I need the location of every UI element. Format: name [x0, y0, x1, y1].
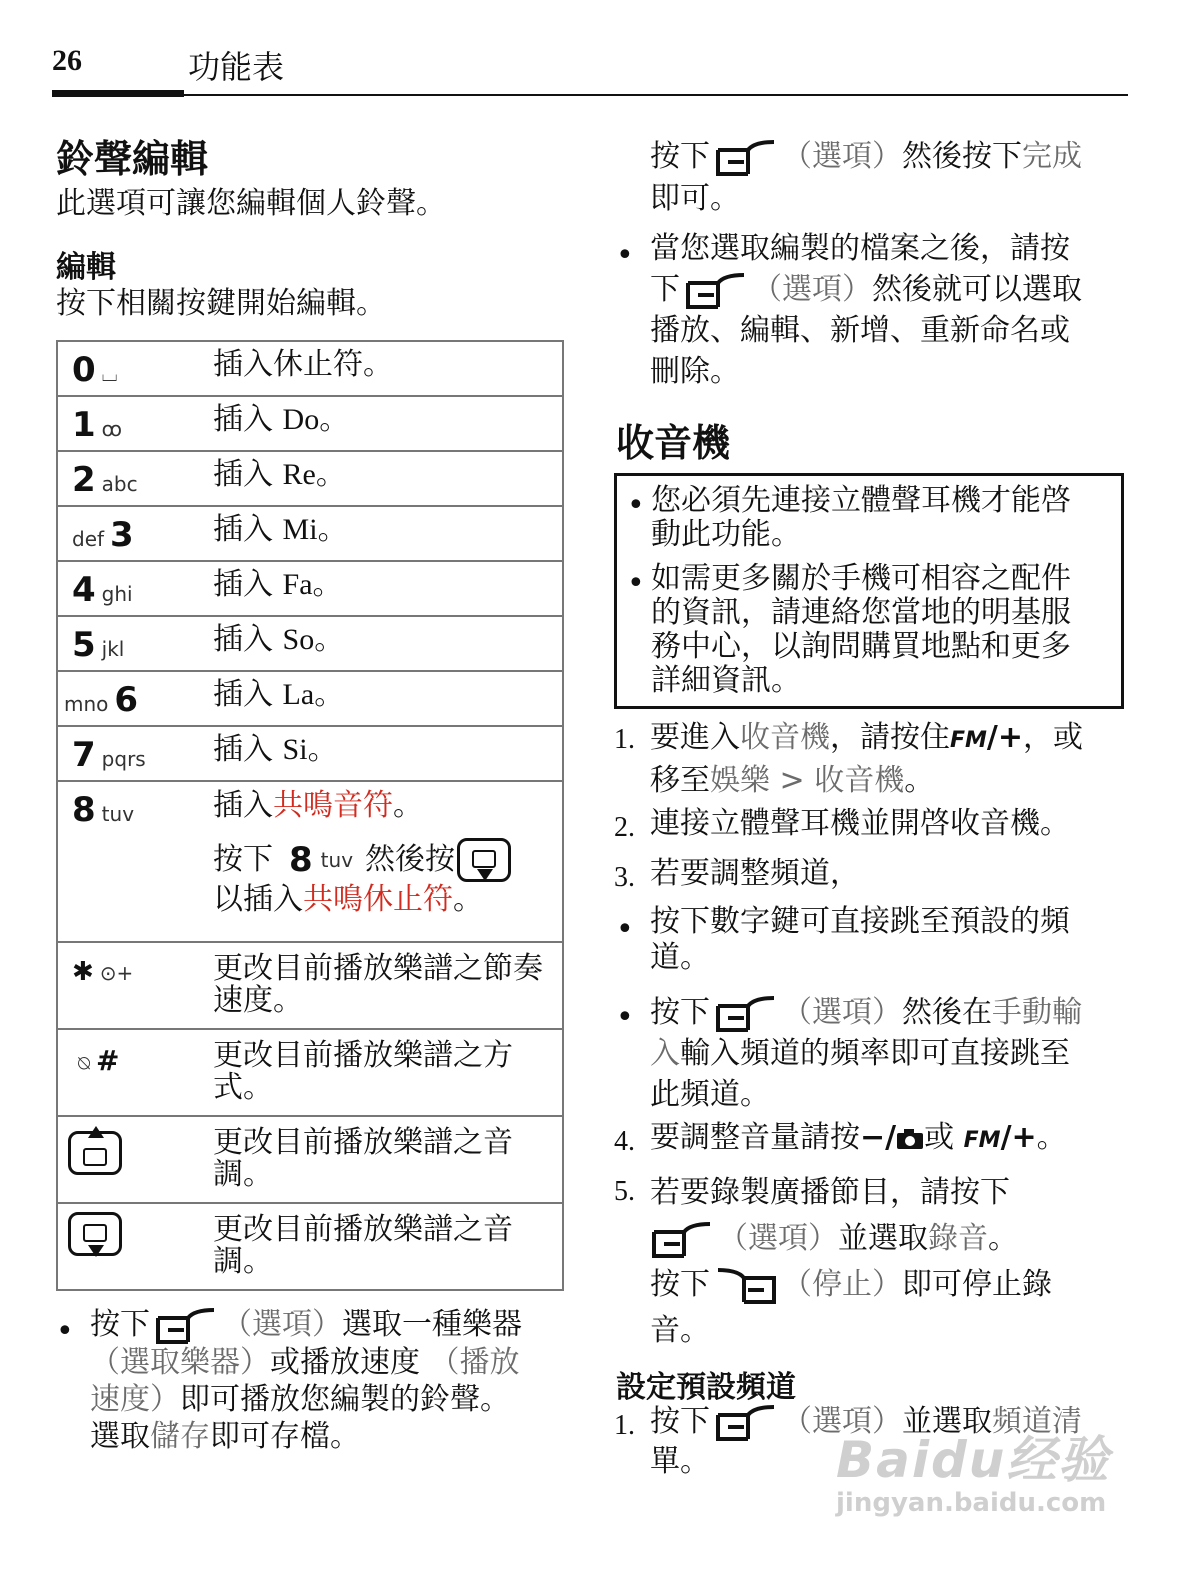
left-softkey-icon — [684, 273, 748, 309]
chapter-title: 功能表 — [188, 48, 285, 86]
note-box — [614, 473, 1124, 709]
step-2: 連接立體聲耳機並開啓收音機。 — [650, 806, 1070, 841]
punct: 。 — [315, 457, 346, 492]
options-label: （選項） — [752, 272, 872, 307]
section-title: 鈴聲編輯 — [56, 137, 209, 181]
bullet: • — [616, 238, 634, 273]
text: 插入 — [213, 788, 273, 823]
key-table — [56, 340, 564, 1291]
punct: 。 — [312, 567, 343, 602]
manual-input-label: 手動輸 — [992, 995, 1082, 1030]
key-digit: 4 — [72, 570, 96, 610]
key-description: 更改目前播放樂譜之音調。 — [213, 1212, 513, 1279]
save-label: 儲存 — [150, 1418, 210, 1454]
resonant-rest-label: 共鳴休止符 — [303, 882, 453, 917]
text: 。 — [988, 1221, 1018, 1256]
subsection-intro: 按下相關按鍵開始編輯。 — [56, 286, 386, 321]
text: 輸入頻道的頻率即可直接跳至 — [680, 1036, 1070, 1071]
text: 即可。 — [650, 181, 740, 216]
punct: 。 — [393, 788, 423, 823]
bullet-instrument — [90, 1306, 560, 1455]
plus-key-icon: /+ — [986, 720, 1024, 755]
preset-section-title: 設定預設頻道 — [616, 1370, 796, 1405]
radio-label: 收音機 — [814, 763, 905, 798]
key-digit: 1 — [72, 405, 96, 445]
text: 然後就可以選取 — [872, 272, 1082, 307]
text: 按下 — [650, 139, 710, 174]
key-row-hash — [58, 1030, 562, 1117]
step-number: 4. — [614, 1126, 635, 1157]
text: 若要錄製廣播節目，請按下 — [650, 1175, 1010, 1210]
punct: 。 — [319, 402, 350, 437]
text: 此頻道。 — [650, 1077, 770, 1112]
note-name: Re — [282, 458, 316, 491]
key-digit: 0 — [72, 350, 96, 390]
punct: 。 — [307, 732, 338, 767]
text: 的資訊，請連絡您當地的明基服 — [651, 595, 1071, 630]
silent-icon: ⍉ — [78, 1051, 90, 1075]
bullet: • — [56, 1314, 74, 1349]
hash-key-icon: # — [96, 1044, 120, 1077]
record-label: 錄音 — [928, 1221, 988, 1256]
note-name: So — [282, 623, 315, 656]
key-digit: 2 — [72, 460, 96, 500]
step-5 — [650, 1170, 1120, 1354]
key-letters: ghi — [101, 582, 133, 606]
text: 音。 — [650, 1313, 710, 1348]
text: 要調整音量請按 — [650, 1120, 860, 1155]
text: ，請按住 — [830, 720, 950, 755]
text: 動此功能。 — [651, 517, 801, 552]
left-softkey-icon — [154, 1308, 218, 1344]
text: 詳細資訊。 — [651, 663, 801, 698]
key-letters: pqrs — [101, 747, 146, 771]
note-name: La — [282, 678, 315, 711]
page-number: 26 — [52, 44, 82, 77]
row8-line3 — [213, 882, 553, 918]
step-number: 5. — [614, 1176, 635, 1207]
text: 下 — [650, 272, 680, 307]
options-label: （選項） — [222, 1307, 342, 1342]
key-letters: mno — [64, 692, 109, 716]
nav-up-key-icon — [68, 1131, 122, 1175]
key-digit: 6 — [114, 680, 139, 720]
text: 按下數字鍵可直接跳至預設的頻 — [650, 904, 1070, 939]
key-digit: 3 — [110, 515, 134, 555]
row8-line2 — [213, 838, 553, 882]
text: 即可播放您編製的鈴聲。 — [180, 1381, 510, 1417]
text: 並選取 — [838, 1221, 928, 1256]
key-description: 更改目前播放樂譜之方式。 — [213, 1038, 513, 1105]
radio-label: 收音機 — [740, 720, 830, 755]
key-description: 插入 — [213, 457, 283, 492]
punct: 。 — [314, 622, 345, 657]
bullet: • — [616, 1000, 634, 1035]
punct: 。 — [453, 882, 483, 917]
key-letters: ⌴ — [101, 362, 118, 386]
camera-icon — [896, 1128, 924, 1150]
note-accessories — [651, 562, 1121, 698]
text: 或播放速度 — [270, 1344, 420, 1380]
key-row-2 — [58, 452, 562, 507]
text: 選取 — [90, 1418, 150, 1454]
step-3: 若要調整頻道， — [650, 856, 860, 891]
manual-input-label: 入 — [650, 1036, 680, 1071]
key-row-star — [58, 943, 562, 1030]
key-letters: abc — [101, 472, 138, 496]
done-label: 完成 — [1022, 139, 1082, 174]
key-row-down — [58, 1204, 562, 1291]
options-label: （選項） — [782, 139, 902, 174]
plus-key-icon: /+ — [1000, 1120, 1037, 1155]
text: 或 — [924, 1120, 955, 1155]
text: 按下 — [213, 842, 273, 877]
text: 按下 — [650, 1267, 710, 1302]
note-name: Do — [282, 403, 320, 436]
options-label: （選項） — [718, 1221, 838, 1256]
key-letters: ⊙+ — [99, 961, 134, 985]
star-key-icon: ✱ — [72, 957, 94, 987]
key-digit: 8 — [72, 790, 96, 830]
key-row-7 — [58, 727, 562, 782]
options-label: （選項） — [782, 995, 902, 1030]
text: 務中心，以詢問購買地點和更多 — [651, 629, 1071, 664]
text: 並選取 — [902, 1404, 992, 1439]
minus-key-icon: −/ — [860, 1120, 897, 1155]
key-description: 插入 — [213, 512, 283, 547]
nav-down-key-icon — [457, 838, 511, 882]
key-row-3 — [58, 507, 562, 562]
header-rule — [52, 94, 1128, 96]
section-intro: 此選項可讓您編輯個人鈴聲。 — [56, 186, 446, 221]
step-number: 1. — [614, 1410, 635, 1441]
key-row-up — [58, 1117, 562, 1204]
note-name: Fa — [282, 568, 313, 601]
bullet: • — [627, 566, 645, 601]
key-row-4 — [58, 562, 562, 617]
bullet: • — [627, 488, 645, 523]
left-softkey-icon — [714, 1405, 778, 1441]
nav-down-key-icon — [68, 1212, 122, 1256]
subsection-title: 編輯 — [56, 250, 116, 285]
text: 。 — [904, 763, 935, 798]
text: ，或 — [1023, 720, 1084, 755]
key-description: 插入 — [213, 402, 283, 437]
step-1 — [650, 718, 1120, 801]
stop-label: （停止） — [782, 1267, 902, 1302]
step-number: 2. — [614, 812, 635, 843]
text: 移至 — [650, 763, 710, 798]
step-number: 1. — [614, 724, 635, 755]
key-row-0 — [58, 342, 562, 397]
options-label: （選項） — [782, 1404, 902, 1439]
text: 以插入 — [213, 882, 303, 917]
text: 要進入 — [650, 720, 740, 755]
text: 按下 — [650, 1404, 710, 1439]
key-row-8 — [58, 782, 562, 943]
key-digit: 7 — [72, 735, 96, 775]
note-headset — [651, 484, 1121, 552]
text: 單。 — [650, 1444, 710, 1479]
text: 刪除。 — [650, 354, 740, 389]
fm-key-icon: FM — [963, 1128, 1001, 1153]
left-softkey-icon — [714, 140, 778, 176]
key-description: 更改目前播放樂譜之音調。 — [213, 1125, 513, 1192]
text: 然後在 — [902, 995, 992, 1030]
text: 播放、編輯、新增、重新命名或 — [650, 313, 1070, 348]
bullet-manual-input — [650, 992, 1120, 1115]
play-speed-label: 速度） — [90, 1381, 180, 1417]
watermark-logo: Baidu经验 — [836, 1431, 1111, 1489]
text: 按下 — [90, 1307, 150, 1342]
text: 如需更多關於手機可相容之配件 — [651, 561, 1071, 596]
key-row-5 — [58, 617, 562, 672]
left-softkey-icon — [650, 1222, 714, 1258]
text: 選取一種樂器 — [342, 1307, 522, 1342]
text: 即可停止錄 — [902, 1267, 1052, 1302]
text: 然後按 — [365, 842, 456, 877]
key-digit: 5 — [72, 625, 96, 665]
key-letters: tuv — [320, 848, 354, 872]
channel-list-label: 頻道清 — [992, 1404, 1082, 1439]
step-4 — [650, 1120, 1120, 1159]
select-instrument-label: （選取樂器） — [90, 1344, 270, 1380]
key-digit: 8 — [289, 840, 313, 880]
note-name: Mi — [282, 513, 318, 546]
key-description: 插入休止符。 — [213, 347, 393, 382]
fm-key-icon: FM — [950, 728, 987, 753]
key-description: 插入 — [213, 567, 283, 602]
left-softkey-icon — [714, 996, 778, 1032]
key-letters: jkl — [101, 637, 125, 661]
play-speed-label: （播放 — [429, 1344, 520, 1380]
row8-line1 — [213, 788, 553, 824]
key-description: 插入 — [213, 677, 283, 712]
key-description: 插入 — [213, 732, 283, 767]
breadcrumb-separator: > — [770, 763, 815, 798]
watermark-url: jingyan.baidu.com — [836, 1488, 1107, 1518]
text: 即可存檔。 — [210, 1418, 360, 1454]
key-letters: def — [72, 527, 105, 551]
bullet: • — [616, 912, 634, 947]
resonant-note-label: 共鳴音符 — [273, 788, 393, 823]
text: 按下 — [650, 995, 710, 1030]
key-letters: tuv — [101, 802, 135, 826]
text: 道。 — [650, 940, 710, 975]
text: 您必須先連接立體聲耳機才能啓 — [651, 483, 1071, 518]
punct: 。 — [314, 677, 345, 712]
punct: 。 — [317, 512, 348, 547]
key-description: 插入 — [213, 622, 283, 657]
note-name: Si — [282, 733, 308, 766]
key-row-6 — [58, 672, 562, 727]
key-row-1 — [58, 397, 562, 452]
right-top-paragraph — [650, 136, 1120, 220]
text: 當您選取編製的檔案之後，請按 — [650, 231, 1070, 266]
text: 然後按下 — [902, 139, 1022, 174]
radio-section-title: 收音機 — [616, 421, 731, 465]
bullet-file-actions — [650, 228, 1120, 392]
key-description: 更改目前播放樂譜之節奏速度。 — [213, 951, 543, 1018]
right-softkey-icon — [714, 1268, 778, 1304]
text: 。 — [1036, 1120, 1067, 1155]
entertainment-label: 娛樂 — [710, 763, 770, 798]
bullet-preset-keys — [650, 904, 1120, 976]
voicemail-icon: ꝏ — [101, 417, 123, 441]
step-number: 3. — [614, 862, 635, 893]
